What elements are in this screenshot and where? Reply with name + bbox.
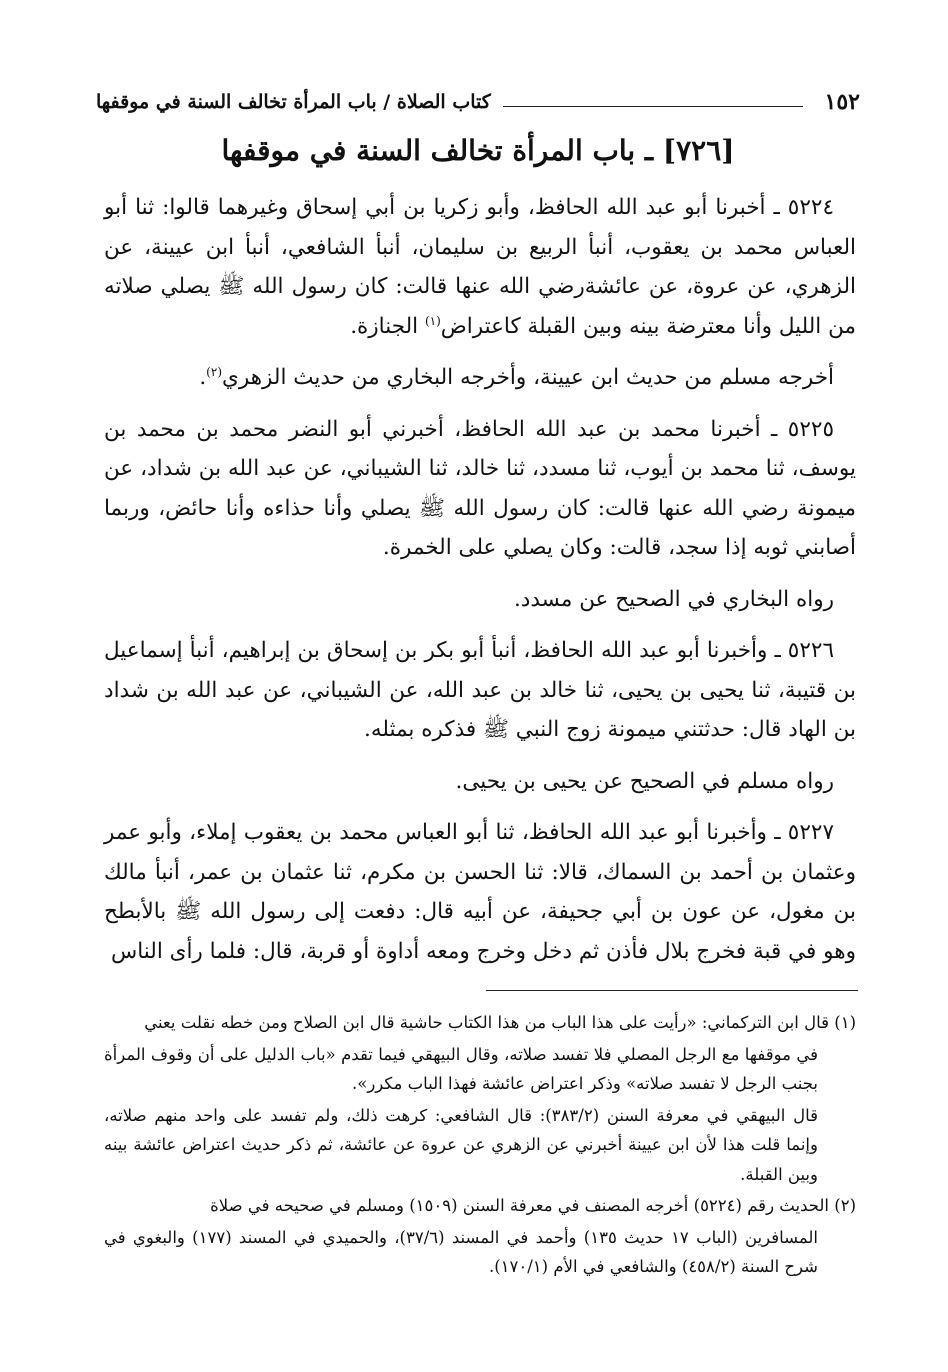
takhrij-note-2: رواه البخاري في الصحيح عن مسدد. bbox=[513, 586, 834, 612]
footnote-2: (٢) الحديث رقم (٥٢٢٤) أخرجه المصنف في معرفة السنن (١٥٠٩) ومسلم في صحيحه في صلاة bbox=[210, 1196, 856, 1215]
footnote-1 bbox=[104, 1008, 856, 1038]
page-number: ١٥٢ bbox=[824, 89, 860, 115]
main-text bbox=[104, 188, 856, 983]
footnotes bbox=[104, 1008, 856, 1284]
takhrij-note-3: رواه مسلم في الصحيح عن يحيى بن يحيى. bbox=[455, 768, 834, 794]
hadith-5224 bbox=[104, 188, 856, 346]
hadith-5225: ٥٢٢٥ ـ أخبرنا محمد بن عبد الله الحافظ، أخبرني أبو النضر محمد بن محمد بن يوسف، ثنا محمد بن أيوب، ثنا مسدد، ثنا خالد، ثنا الشيباني، عن عبد الله بن شداد، عن ميمونة رضي الله عنها قالت: كان رسول الله ﷺ يصلي وأنا حذاءه وأنا حائض، وربما أصابني ثوبه إذا سجد، قالت: وكان يصلي على الخمرة. bbox=[104, 416, 856, 560]
header-rule bbox=[503, 106, 803, 107]
paragraph-text: . bbox=[199, 365, 207, 390]
footnote-ref-1[interactable]: (١) bbox=[424, 313, 441, 328]
footnote-text: (١) قال ابن التركماني: «رأيت على هذا الباب من هذا الكتاب حاشية قال ابن الصلاح ومن خطه نقلت يعني bbox=[144, 1013, 856, 1032]
running-title: كتاب الصلاة / باب المرأة تخالف السنة في موقفها bbox=[96, 91, 491, 113]
hadith-5226: ٥٢٢٦ ـ وأخبرنا أبو عبد الله الحافظ، أنبأ أبو بكر بن إسحاق بن إبراهيم، أنبأ إسماعيل بن قتيبة، ثنا يحيى بن يحيى، ثنا خالد بن عبد الله، عن الشيباني، عن عبد الله بن شداد بن الهاد قال: حدثتني ميمونة زوج النبي ﷺ فذكره بمثله. bbox=[104, 638, 856, 742]
chapter-title: [٧٢٦] ـ باب المرأة تخالف السنة في موقفها bbox=[221, 134, 735, 167]
paragraph-text: الجنازة. bbox=[350, 313, 425, 339]
takhrij-note-1 bbox=[104, 358, 856, 398]
footnote-2-continuation: المسافرين (الباب ١٧ حديث ١٣٥) وأحمد في المسند (٣٧/٦)، والحميدي في المسند (١٧٧) والبغوي في شرح السنة (٤٥٨/٢) والشافعي في الأم (١٧٠/١). bbox=[104, 1227, 818, 1276]
footnote-1-continuation: في موقفها مع الرجل المصلي فلا تفسد صلاته، وقال البيهقي فيما تقدم «باب الدليل على أن وقوف المرأة بجنب الرجل لا تفسد صلاته» وذكر اعتراض عائشة فهذا الباب مكرر». bbox=[104, 1044, 818, 1093]
footnote-divider bbox=[486, 990, 858, 991]
footnote-ref-2[interactable]: (٢) bbox=[206, 364, 222, 379]
running-header bbox=[96, 84, 860, 120]
footnote-1-bayhaqi-quote: قال البيهقي في معرفة السنن (٣٨٣/٢): قال الشافعي: كرهت ذلك، ولم تفسد على واحد منهم صلاته، وإنما قلت هذا لأن ابن عيينة أخبرني عن الزهري عن عروة عن عائشة، ثم ذكر حديث اعتراض عائشة بينه وبين القبلة. bbox=[104, 1105, 818, 1184]
hadith-5227: ٥٢٢٧ ـ وأخبرنا أبو عبد الله الحافظ، ثنا أبو العباس محمد بن يعقوب إملاء، وأبو عمر وعثمان بن أحمد بن السماك، قالا: ثنا الحسن بن مكرم، ثنا عثمان بن عمر، أنبأ مالك بن مغول، عن عون بن أبي جحيفة، عن أبيه قال: دفعت إلى رسول الله ﷺ بالأبطح وهو في قبة فخرج بلال فأذن ثم دخل وخرج ومعه أداوة أو قربة، قال: فلما رأى الناس bbox=[104, 820, 856, 964]
paragraph-text: أخرجه مسلم من حديث ابن عيينة، وأخرجه البخاري من حديث الزهري bbox=[222, 365, 834, 390]
paragraph-text: ٥٢٢٤ ـ أخبرنا أبو عبد الله الحافظ، وأبو زكريا بن أبي إسحاق وغيرهما قالوا: ثنا أبو العباس محمد بن يعقوب، أنبأ الربيع بن سليمان، أنبأ الشافعي، أنبأ ابن عيينة، عن الزهري، عن عروة، عن عائشةرضي الله عنها قالت: كان رسول الله ﷺ يصلي صلاته من الليل وأنا معترضة بينه وبين القبلة كاعتراض bbox=[104, 195, 856, 339]
